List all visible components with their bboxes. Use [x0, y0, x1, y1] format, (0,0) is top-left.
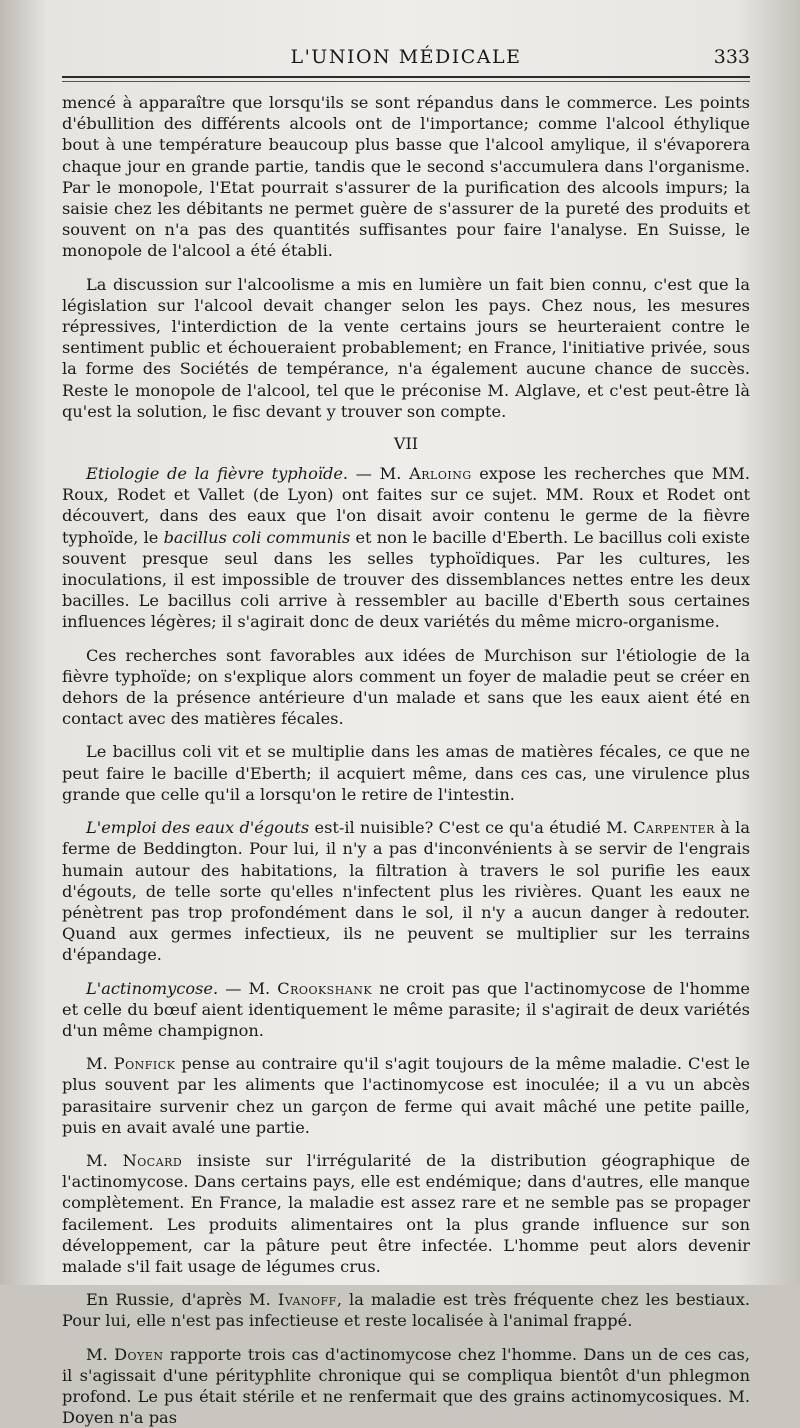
- text-span: est-il nuisible? C'est ce qu'a étudié M.: [309, 818, 634, 838]
- paragraph-nocard: [62, 1150, 750, 1277]
- topic-title: L'actinomycose.: [86, 978, 219, 998]
- paragraph-eaux-egouts: [62, 817, 750, 965]
- author-name: Ponfick: [113, 1054, 176, 1074]
- text-span: insiste sur l'irrégularité de la distribution géographique de l'actinomycose. Dans certains pays, elle est endémique; dans d'autres, elle manque complètement. En France, la maladie est assez rare et ne semble pas se propager facilement. Les produits alimentaires ont la plus grande influence sur son développement, car la pâture peut être infectée. L'homme peut alors devenir malade s'il fait usage de légumes crus.: [62, 1150, 750, 1276]
- text-span: rapporte trois cas d'actinomycose chez l'homme. Dans un de ces cas, il s'agissait d'une pérityphlite chronique qui se compliqua bientôt d'un phlegmon profond. Le pus était stérile et ne renfermait que des grains actinomycosiques. M. Doyen n'a pas: [62, 1344, 750, 1428]
- paragraph-bacillus-coli: Le bacillus coli vit et se multiplie dans les amas de matières fécales, ce que ne peut faire le bacille d'Eberth; il acquiert même, dans ces cas, une virulence plus grande que celle qu'il a lorsqu'on le retire de l'intestin.: [62, 742, 750, 804]
- topic-title: Etiologie de la fièvre typhoïde.: [86, 464, 349, 484]
- text-span: et non le bacille d'Eberth. Le bacillus coli existe souvent presque seul dans les selles typhoïdiques. Par les cultures, les inoculations, il est impossible de trouver des dissemblances nettes entre les deux bacilles. Le bacillus coli arrive à ressembler au bacille d'Eberth sous certaines influences légères; il s'agirait donc de deux variétés du même micro-organisme.: [62, 527, 750, 632]
- page-number: 333: [713, 46, 750, 68]
- text-span: M.: [86, 1344, 115, 1364]
- journal-title: L'UNION MÉDICALE: [290, 46, 522, 68]
- text-span: — M.: [218, 978, 278, 998]
- topic-title: L'emploi des eaux d'égouts: [86, 818, 310, 838]
- paragraph-monopole: mencé à apparaître que lorsqu'ils se sont répandus dans le commerce. Les points d'ébullition des différents alcools ont de l'importance; comme l'alcool éthylique bout à une température beaucoup plus basse que l'alcool amylique, il s'évaporera chaque jour en grande partie, tandis que le second s'accumulera dans l'organisme. Par le monopole, l'Etat pourrait s'assurer de la purification des alcools impurs; la saisie chez les débitants ne permet guère de s'assurer de la pureté des produits et souvent on n'a pas des quantités suffisantes pour faire l'analyse. En Suisse, le monopole de l'alcool a été établi.: [62, 93, 750, 261]
- paragraph-fievre-typhoide: [62, 463, 750, 633]
- text-span: — M.: [348, 464, 410, 484]
- section-number: VII: [393, 434, 419, 454]
- paragraph-murchison: Ces recherches sont favorables aux idées de Murchison sur l'étiologie de la fièvre typhoïde; on s'explique alors comment un foyer de maladie peut se créer en dehors de la présence antérieure d'un malade et sans que les eaux aient été en contact avec des matières fécales.: [62, 645, 750, 729]
- paragraph-ivanoff: [62, 1289, 750, 1331]
- author-name: Arloing: [409, 464, 472, 484]
- paragraph-ponfick: [62, 1053, 750, 1138]
- author-name: Nocard: [122, 1150, 183, 1170]
- text-span: , la maladie est très fréquente chez les bestiaux. Pour lui, elle n'est pas infectieuse et reste localisée à l'animal frappé.: [62, 1290, 751, 1331]
- text-span: expose les recherches que MM. Roux, Rodet et Vallet (de Lyon) ont faites sur ce sujet. MM. Roux et Rodet ont découvert, dans des eaux que l'on disait avoir contenu le germe de la fièvre typhoïde, le: [62, 464, 750, 547]
- header-rule: [62, 81, 750, 82]
- paragraph-doyen: [62, 1344, 750, 1428]
- text-span: pense au contraire qu'il s'agit toujours de la même maladie. C'est le plus souvent par les aliments que l'actinomycose est inoculée; il a vu un abcès parasitaire survenir chez un garçon de ferme qui avait mâché une petite paille, puis en avait avalé une partie.: [62, 1054, 750, 1137]
- author-name: Carpenter: [633, 818, 715, 838]
- paragraph-actinomycose: [62, 978, 750, 1042]
- text-span: M.: [86, 1150, 123, 1170]
- running-header: [62, 40, 750, 78]
- text-span: M.: [86, 1054, 114, 1074]
- text-span: ne croit pas que l'actinomycose de l'homme et celle du bœuf aient identiquement le même parasite; il s'agirait de deux variétés d'un même champignon.: [62, 978, 750, 1040]
- text-span: En Russie, d'après M.: [86, 1290, 278, 1310]
- author-name: Crookshank: [277, 978, 373, 998]
- text-span: à la ferme de Beddington. Pour lui, il n'y a pas d'inconvénients à se servir de l'engrais humain autour des habitations, la filtration à travers le sol purifie les eaux d'égouts, de telle sorte qu'elles n'infectent plus les rivières. Quant les eaux ne pénètrent pas trop profondément dans le sol, il n'y a aucun danger à redouter. Quand aux germes infectieux, ils ne peuvent se multiplier sur les terrains d'épandage.: [62, 818, 750, 965]
- species-name: bacillus coli communis: [163, 527, 351, 547]
- author-name: Ivanoff: [277, 1290, 337, 1310]
- paragraph-legislation: La discussion sur l'alcoolisme a mis en lumière un fait bien connu, c'est que la législation sur l'alcool devait changer selon les pays. Chez nous, les mesures répressives, l'interdiction de la vente certains jours se heurteraient contre le sentiment public et échoueraient probablement; en France, l'initiative privée, sous la forme des Sociétés de tempérance, n'a également aucune chance de succès. Reste le monopole de l'alcool, tel que le préconise M. Alglave, et c'est peut-être là qu'est la solution, le fisc devant y trouver son compte.: [62, 274, 750, 421]
- author-name: Doyen: [114, 1344, 164, 1364]
